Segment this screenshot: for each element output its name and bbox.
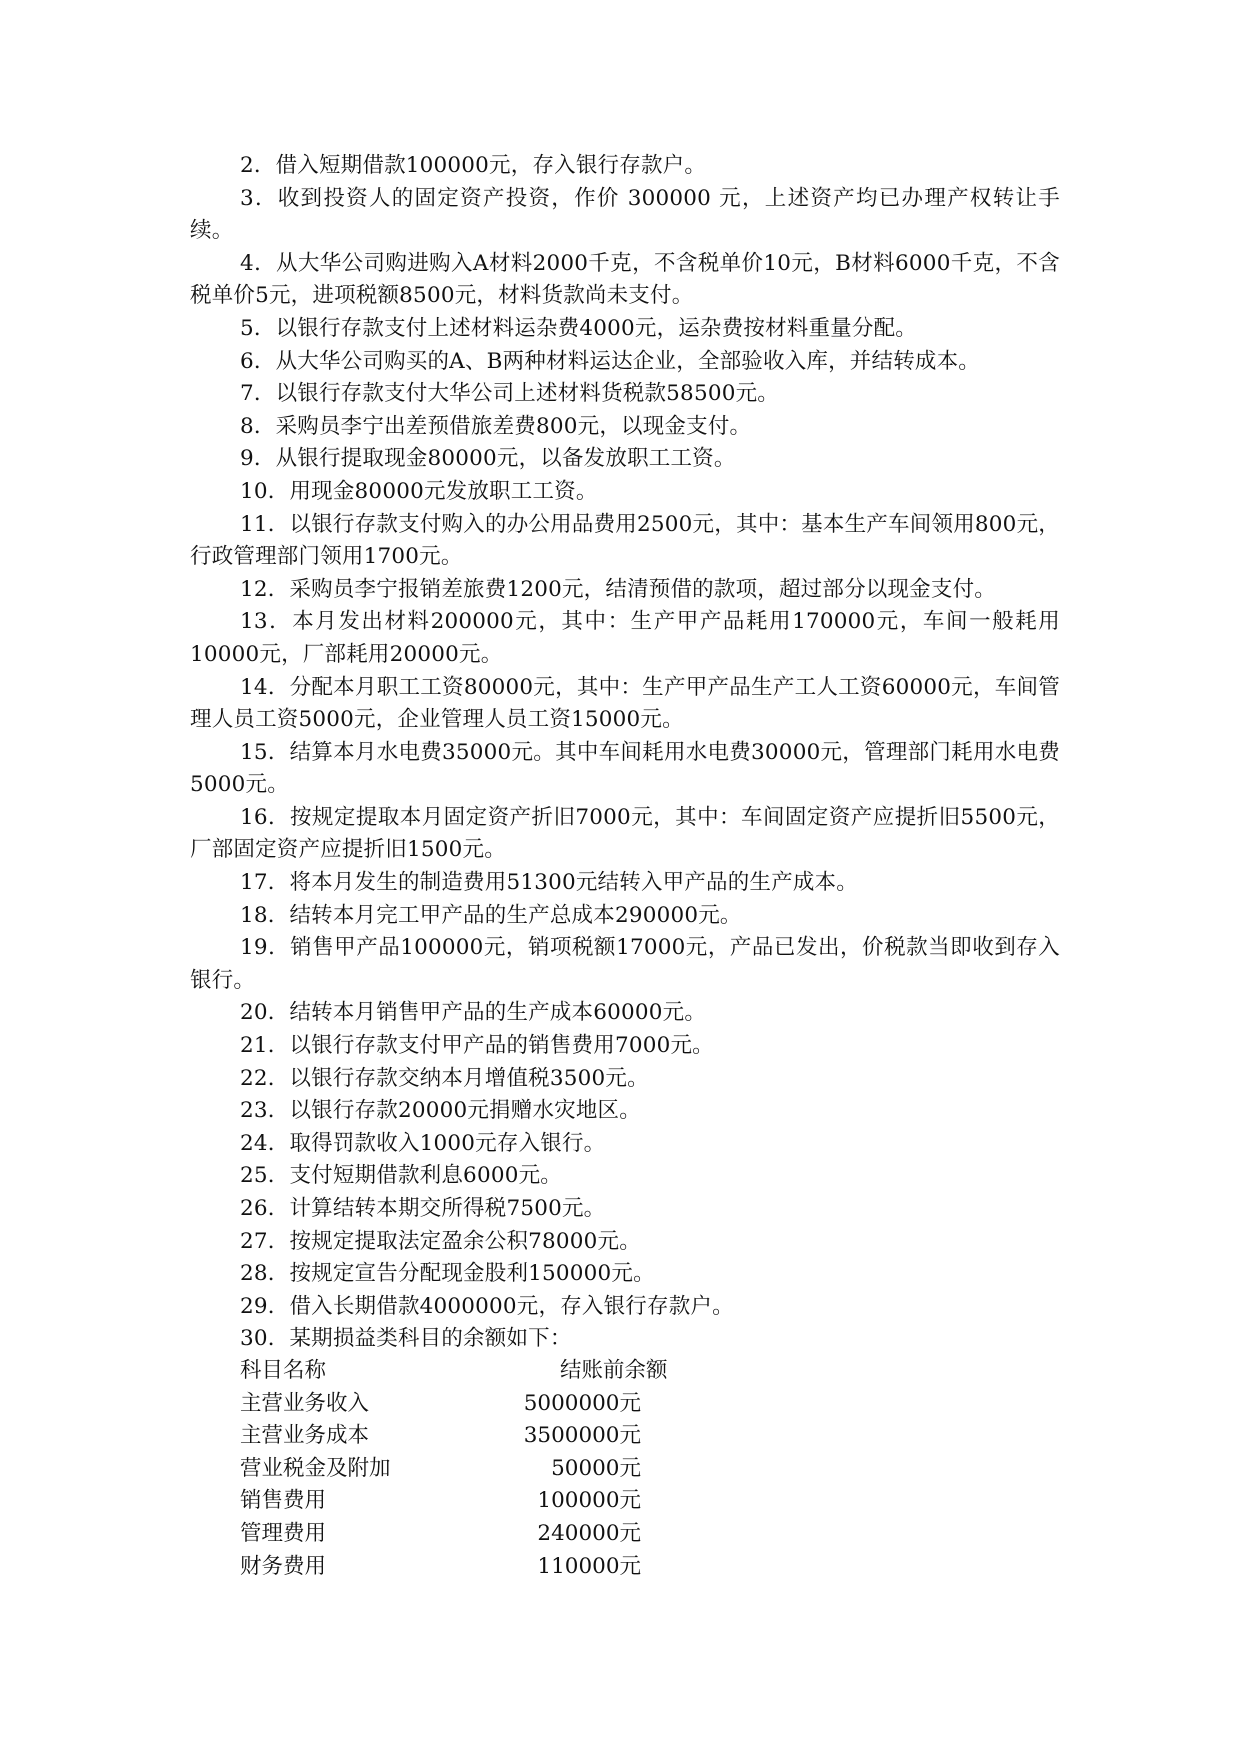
exercise-item-27: 27．按规定提取法定盈余公积78000元。 <box>240 1228 641 1254</box>
exercise-item-18: 18．结转本月完工甲产品的生产总成本290000元。 <box>240 902 742 928</box>
account-balance: 240000元 <box>537 1520 641 1546</box>
account-balance: 110000元 <box>537 1553 641 1579</box>
exercise-item-4: 4．从大华公司购进购入A材料2000千克，不含税单价10元，B材料6000千克，不含税单价5元，进项税额8500元，材料货款尚未支付。 <box>190 250 1060 309</box>
exercise-item-3: 3．收到投资人的固定资产投资，作价 300000 元，上述资产均已办理产权转让手续。 <box>190 185 1060 244</box>
exercise-item-9: 9．从银行提取现金80000元，以备发放职工工资。 <box>240 446 736 472</box>
exercise-item-26: 26．计算结转本期交所得税7500元。 <box>240 1196 606 1221</box>
exercise-item-7: 7．以银行存款支付大华公司上述材料货税款58500元。 <box>240 381 779 407</box>
exercise-item-17: 17．将本月发生的制造费用51300元结转入甲产品的生产成本。 <box>240 870 858 896</box>
exercise-item-24: 24．取得罚款收入1000元存入银行。 <box>240 1130 606 1156</box>
exercise-item-15: 15．结算本月水电费35000元。其中车间耗用水电费30000元，管理部门耗用水电费5000元。 <box>190 739 1060 798</box>
table-header-row <box>240 1355 840 1388</box>
account-balance: 100000元 <box>537 1488 641 1514</box>
exercise-item-5: 5．以银行存款支付上述材料运杂费4000元，运杂费按材料重量分配。 <box>240 315 917 341</box>
account-balance: 3500000元 <box>523 1423 641 1449</box>
exercise-item-20: 20．结转本月销售甲产品的生产成本60000元。 <box>240 1000 707 1026</box>
account-name: 营业税金及附加 <box>240 1455 391 1481</box>
exercise-item-25: 25．支付短期借款利息6000元。 <box>240 1163 562 1189</box>
account-balance-table <box>240 1355 840 1583</box>
exercise-item-13: 13．本月发出材料200000元，其中：生产甲产品耗用170000元，车间一般耗用10000元，厂部耗用20000元。 <box>190 609 1060 667</box>
exercise-item-19: 19．销售甲产品100000元，销项税额17000元，产品已发出，价税款当即收到存入银行。 <box>190 935 1060 993</box>
account-balance: 50000元 <box>551 1455 641 1481</box>
column-header-account: 科目名称 <box>240 1358 327 1383</box>
account-name: 财务费用 <box>240 1553 327 1579</box>
account-name: 主营业务成本 <box>240 1423 370 1449</box>
exercise-item-23: 23．以银行存款20000元捐赠水灾地区。 <box>240 1098 641 1124</box>
exercise-item-12: 12．采购员李宁报销差旅费1200元，结清预借的款项，超过部分以现金支付。 <box>240 576 996 602</box>
table-row <box>240 1518 840 1551</box>
exercise-item-8: 8．采购员李宁出差预借旅差费800元，以现金支付。 <box>240 413 752 439</box>
exercise-item-21: 21．以银行存款支付甲产品的销售费用7000元。 <box>240 1033 714 1059</box>
account-balance: 5000000元 <box>523 1390 641 1416</box>
exercise-item-10: 10．用现金80000元发放职工工资。 <box>240 478 598 504</box>
table-row <box>240 1485 840 1518</box>
column-header-balance: 结账前余额 <box>560 1358 668 1383</box>
exercise-item-14: 14．分配本月职工工资80000元，其中：生产甲产品生产工人工资60000元，车间管理人员工资5000元，企业管理人员工资15000元。 <box>190 674 1060 733</box>
exercise-item-29: 29．借入长期借款4000000元，存入银行存款户。 <box>240 1293 734 1319</box>
exercise-item-16: 16．按规定提取本月固定资产折旧7000元，其中：车间固定资产应提折旧5500元，厂部固定资产应提折旧1500元。 <box>190 804 1060 863</box>
exercise-item-11: 11．以银行存款支付购入的办公用品费用2500元，其中：基本生产车间领用800元，行政管理部门领用1700元。 <box>190 511 1060 570</box>
table-row <box>240 1420 840 1453</box>
exercise-item-28: 28．按规定宣告分配现金股利150000元。 <box>240 1261 655 1287</box>
account-name: 管理费用 <box>240 1520 327 1546</box>
table-row <box>240 1551 840 1584</box>
exercise-item-30: 30．某期损益类科目的余额如下： <box>240 1326 572 1352</box>
account-name: 销售费用 <box>240 1488 327 1514</box>
exercise-item-22: 22．以银行存款交纳本月增值税3500元。 <box>240 1065 649 1091</box>
exercise-item-2: 2．借入短期借款100000元，存入银行存款户。 <box>240 153 707 178</box>
account-name: 主营业务收入 <box>240 1390 370 1416</box>
table-row <box>240 1453 840 1486</box>
exercise-list <box>190 150 1060 1356</box>
exercise-item-6: 6．从大华公司购买的A、B两种材料运达企业，全部验收入库，并结转成本。 <box>240 348 981 374</box>
table-row <box>240 1388 840 1421</box>
